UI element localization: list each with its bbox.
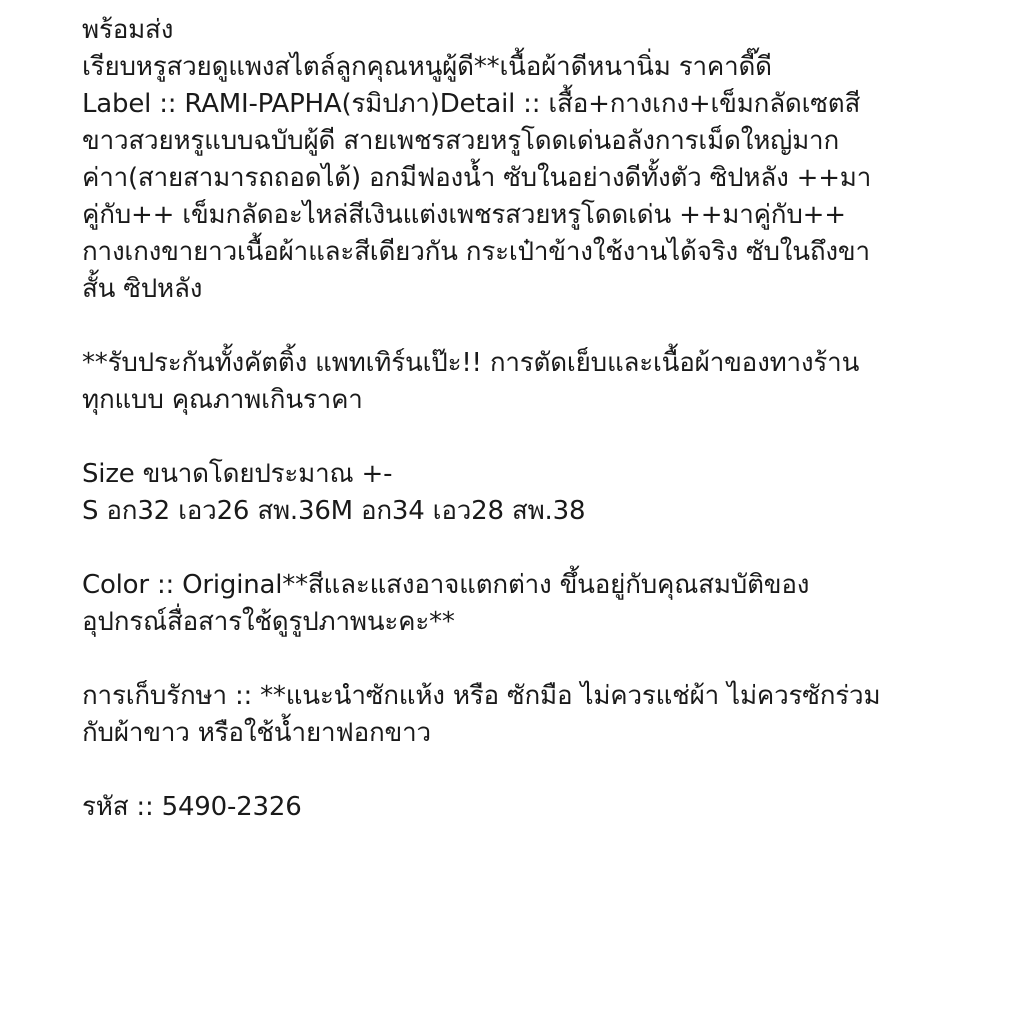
label-detail-line-2: ขาวสวยหรูแบบฉบับผู้ดี สายเพชรสวยหรูโดดเด่นอลังการเม็ดใหญ่มาก bbox=[82, 126, 840, 156]
headline-line: เรียบหรูสวยดูแพงสไตล์ลูกคุณหนูผู้ดี**เนื้อผ้าดีหนานิ่ม ราคาดี๊ดี bbox=[82, 52, 772, 82]
care-line-1: การเก็บรักษา :: **แนะนำซักแห้ง หรือ ซักมือ ไม่ควรแช่ผ้า ไม่ควรซักร่วม bbox=[82, 681, 881, 711]
size-heading: Size ขนาดโดยประมาณ +- bbox=[82, 459, 393, 489]
label-detail-line-5: กางเกงขายาวเนื้อผ้าและสีเดียวกัน กระเป๋าข้างใช้งานได้จริง ซับในถึงขา bbox=[82, 237, 870, 267]
guarantee-line-1: **รับประกันทั้งคัตติ้ง แพทเทิร์นเป๊ะ!! การตัดเย็บและเนื้อผ้าของทางร้าน bbox=[82, 348, 860, 378]
color-line-1: Color :: Original**สีและแสงอาจแตกต่าง ขึ้นอยู่กับคุณสมบัติของ bbox=[82, 570, 810, 600]
color-line-2: อุปกรณ์สื่อสารใช้ดูรูปภาพนะคะ** bbox=[82, 607, 455, 637]
paragraph-gap bbox=[82, 752, 982, 789]
paragraph-gap bbox=[82, 641, 982, 678]
paragraph-gap bbox=[82, 308, 982, 345]
label-detail-line-6: สั้น ซิปหลัง bbox=[82, 274, 203, 304]
paragraph-gap bbox=[82, 530, 982, 567]
label-detail-line-4: คู่กับ++ เข็มกลัดอะไหล่สีเงินแต่งเพชรสวยหรูโดดเด่น ++มาคู่กับ++ bbox=[82, 200, 846, 230]
label-detail-line-3: ค่าา(สายสามารถถอดได้) อกมีฟองน้ำ ซับในอย่างดีทั้งตัว ซิปหลัง ++มา bbox=[82, 163, 872, 193]
size-values: S อก32 เอว26 สพ.36M อก34 เอว28 สพ.38 bbox=[82, 496, 586, 526]
paragraph-gap bbox=[82, 419, 982, 456]
product-code: รหัส :: 5490-2326 bbox=[82, 792, 302, 822]
guarantee-line-2: ทุกแบบ คุณภาพเกินราคา bbox=[82, 385, 363, 415]
status-line: พร้อมส่ง bbox=[82, 15, 174, 45]
care-line-2: กับผ้าขาว หรือใช้น้ำยาฟอกขาว bbox=[82, 718, 431, 748]
product-description bbox=[82, 12, 982, 826]
label-detail-line-1: Label :: RAMI-PAPHA(รมิปภา)Detail :: เสื้อ+กางเกง+เข็มกลัดเซตสี bbox=[82, 89, 861, 119]
